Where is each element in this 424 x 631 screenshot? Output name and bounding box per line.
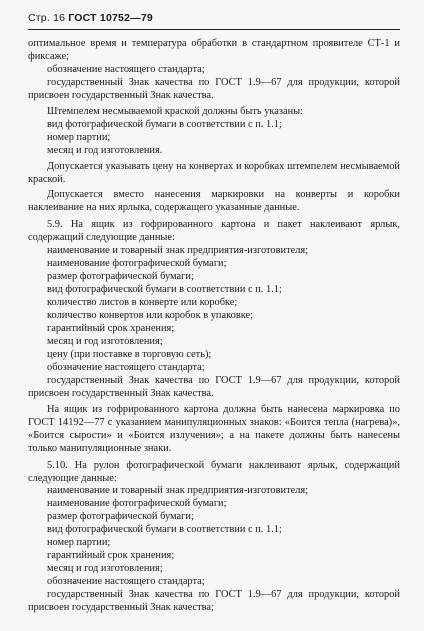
text-line: количество конвертов или коробок в упаковке; <box>47 310 254 322</box>
page-number: Стр. 16 <box>28 12 66 24</box>
text-line: вид фотографической бумаги в соответствии с п. 1.1; <box>47 524 282 536</box>
text-line: Допускается указывать цену на конвертах и коробках штемпелем несмываемой краской. <box>28 160 400 185</box>
text-line: оптимальное время и температура обработки в стандартном проявителе СТ-1 и фиксаже; <box>28 38 400 62</box>
text-line: вид фотографической бумаги в соответствии с п. 1.1; <box>47 284 282 296</box>
text-line: гарантийный срок хранения; <box>47 550 175 562</box>
text-line: цену (при поставке в торговую сеть); <box>47 348 212 360</box>
text-line: наименование и товарный знак предприятия-изготовителя; <box>47 245 309 257</box>
text-line: месяц и год изготовления. <box>47 144 163 156</box>
standard-id: ГОСТ 10752—79 <box>68 12 153 24</box>
page-header <box>28 12 153 24</box>
text-line: номер партии; <box>47 537 111 549</box>
text-line: номер партии; <box>47 131 111 143</box>
text-line: месяц и год изготовления; <box>47 563 163 575</box>
document-body <box>28 38 400 615</box>
section-heading: 5.9. На ящик из гофрированного картона и пакет наклеивают ярлык, содержащий следующие данные: <box>28 219 400 244</box>
text-line: государственный Знак качества по ГОСТ 1.9—67 для продукции, которой присвоен государственный Знак качества. <box>28 76 400 101</box>
text-line: количество листов в конверте или коробке; <box>47 297 238 309</box>
text-line: Штемпелем несмываемой краской должны быть указаны: <box>47 105 304 117</box>
text-line: государственный Знак качества по ГОСТ 1.9—67 для продукции, которой присвоен государственный Знак качества. <box>28 374 400 399</box>
text-line: размер фотографической бумаги; <box>47 271 194 283</box>
section-heading: 5.10. На рулон фотографической бумаги наклеивают ярлык, содержащий следующие данные: <box>28 459 400 484</box>
text-line: наименование фотографической бумаги; <box>47 498 227 510</box>
text-line: На ящик из гофрированного картона должна быть нанесена маркировка по ГОСТ 14192—77 с указанием манипуляционных знаков: «Боится тепла (нагрева)», «Боится сырости» и «Боится излучения»; а на пакете должны быть нанесены только манипуляционные знаки. <box>28 403 400 454</box>
text-line: обозначение настоящего стандарта; <box>47 576 205 588</box>
text-line: вид фотографической бумаги в соответствии с п. 1.1; <box>47 118 282 130</box>
text-line: гарантийный срок хранения; <box>47 323 175 335</box>
header-rule <box>28 29 400 30</box>
text-line: размер фотографической бумаги; <box>47 511 194 523</box>
text-line: наименование фотографической бумаги; <box>47 258 227 270</box>
text-line: обозначение настоящего стандарта; <box>47 361 205 373</box>
text-line: наименование и товарный знак предприятия-изготовителя; <box>47 485 309 497</box>
text-line: обозначение настоящего стандарта; <box>47 63 205 75</box>
text-line: государственный Знак качества по ГОСТ 1.9—67 для продукции, которой присвоен государственный Знак качества; <box>28 589 400 614</box>
text-line: Допускается вместо нанесения маркировки на конверты и коробки наклеивание на них ярлыка, содержащего указанные данные. <box>28 189 400 214</box>
text-line: месяц и год изготовления; <box>47 335 163 347</box>
